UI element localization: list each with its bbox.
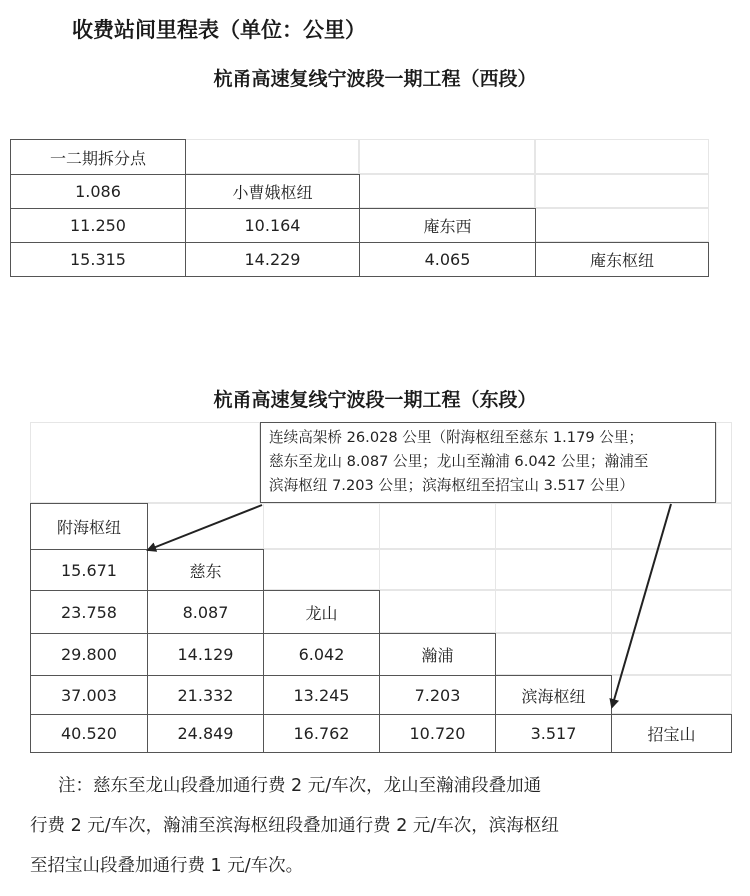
table-cell: 4.065 [359,242,536,277]
note-line: 至招宝山段叠加通行费 1 元/车次。 [30,856,304,876]
empty-cell [611,675,732,714]
table-cell: 15.315 [10,242,186,277]
empty-cell [495,549,612,590]
table-cell: 15.671 [30,549,148,591]
empty-cell [535,139,709,174]
table-cell: 慈东 [147,549,264,591]
table-cell: 14.129 [147,633,264,676]
table-cell: 1.086 [10,174,186,209]
east-section-title: 杭甬高速复线宁波段一期工程（东段） [213,389,537,411]
table-cell: 6.042 [263,633,380,676]
table-cell: 小曹娥枢纽 [185,174,360,209]
empty-cell [611,590,732,633]
empty-cell [495,633,612,675]
empty-cell [611,633,732,675]
empty-cell [379,503,496,549]
table-cell: 附海枢纽 [30,503,148,550]
table-cell: 8.087 [147,590,264,634]
empty-cell [359,174,535,208]
empty-cell [379,590,496,633]
table-cell: 40.520 [30,714,148,753]
callout-line: 滨海枢纽 7.203 公里；滨海枢纽至招宝山 3.517 公里） [269,477,634,494]
page-title: 收费站间里程表（单位：公里） [72,18,366,42]
empty-cell [263,503,380,549]
table-cell: 24.849 [147,714,264,753]
callout-line: 慈东至龙山 8.087 公里；龙山至瀚浦 6.042 公里；瀚浦至 [269,453,649,470]
empty-cell [611,503,732,549]
empty-cell [263,549,380,590]
table-cell: 16.762 [263,714,380,753]
note-line: 行费 2 元/车次，瀚浦至滨海枢纽段叠加通行费 2 元/车次，滨海枢纽 [30,816,559,836]
toll-note [30,766,720,886]
table-cell: 10.164 [185,208,360,243]
empty-cell [359,139,535,174]
table-cell: 29.800 [30,633,148,676]
table-cell: 13.245 [263,675,380,715]
table-cell: 11.250 [10,208,186,243]
table-cell: 龙山 [263,590,380,634]
elevated-bridge-callout [260,422,716,503]
empty-cell [716,422,732,503]
note-line: 注：慈东至龙山段叠加通行费 2 元/车次，龙山至瀚浦段叠加通 [58,776,542,796]
table-cell: 招宝山 [611,714,732,753]
table-cell: 14.229 [185,242,360,277]
table-cell: 滨海枢纽 [495,675,612,715]
empty-cell [495,503,612,549]
empty-cell [611,549,732,590]
table-cell: 3.517 [495,714,612,753]
table-cell: 7.203 [379,675,496,715]
table-cell: 37.003 [30,675,148,715]
table-cell: 23.758 [30,590,148,634]
table-cell: 一二期拆分点 [10,139,186,175]
table-cell: 21.332 [147,675,264,715]
table-cell: 瀚浦 [379,633,496,676]
empty-cell [495,590,612,633]
table-cell: 庵东枢纽 [535,242,709,277]
empty-cell [30,422,260,503]
empty-cell [379,549,496,590]
empty-cell [185,139,359,174]
empty-cell [147,503,264,549]
empty-cell [535,208,709,242]
table-cell: 10.720 [379,714,496,753]
table-cell: 庵东西 [359,208,536,243]
west-section-title: 杭甬高速复线宁波段一期工程（西段） [213,68,537,90]
callout-line: 连续高架桥 26.028 公里（附海枢纽至慈东 1.179 公里； [269,429,644,446]
empty-cell [535,174,709,208]
